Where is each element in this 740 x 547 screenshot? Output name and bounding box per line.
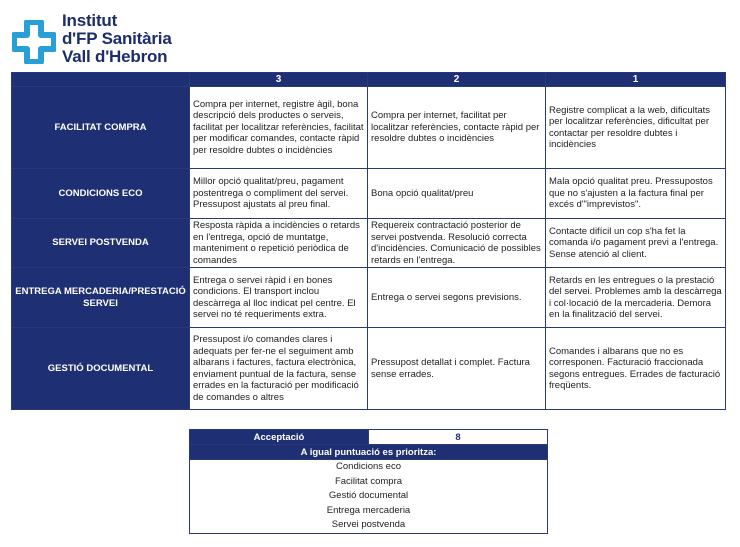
priority-title-row <box>190 445 548 460</box>
institute-name-line1: Institut <box>62 11 118 30</box>
list-item: Entrega mercaderia <box>326 504 411 516</box>
acceptance-label: Acceptació <box>190 430 369 445</box>
table-row <box>12 87 726 169</box>
header-score-3: 3 <box>190 73 368 87</box>
header-score-2: 2 <box>368 73 546 87</box>
list-item: Condicions eco <box>336 461 401 472</box>
score-1-cell: Mala opció qualitat preu. Pressupostos que no s'ajusten a la factura final per excés d'"imprevistos". <box>546 169 726 219</box>
score-2-cell: Pressupost detallat i complet. Factura sense errades. <box>368 328 546 410</box>
table-row <box>12 219 726 268</box>
score-3-cell: Pressupost i/o comandes clares i adequats per fer-ne el seguiment amb albarans i factures, factura electrònica, enviament puntual de la factura, sense errades en la facturació per modificació de comandes o altres <box>190 328 368 410</box>
priority-summary-table <box>189 429 548 534</box>
score-2-cell: Requereix contractació posterior de servei postvenda. Resolució correcta d'incidències. Comunicació de possibles retards en l'entrega. <box>368 219 546 268</box>
list-item: Gestió documental <box>328 490 409 502</box>
acceptance-row <box>190 430 548 445</box>
score-2-cell: Compra per internet, facilitat per localitzar referències, contacte ràpid per resoldre dubtes o incidències <box>368 87 546 169</box>
score-1-cell: Comandes i albarans que no es corresponen. Facturació fraccionada segons entregues. Errades de facturació freqüents. <box>546 328 726 410</box>
score-3-cell: Resposta ràpida a incidències o retards en l'entrega, opció de muntatge, manteniment o repetició periòdica de comandes <box>190 219 368 268</box>
criterion-cell: GESTIÓ DOCUMENTAL <box>12 328 190 410</box>
priority-list-row <box>190 460 548 534</box>
criterion-cell: SERVEI POSTVENDA <box>12 219 190 268</box>
table-row <box>12 268 726 328</box>
header-criterion <box>12 73 190 87</box>
score-3-cell: Millor opció qualitat/preu, pagament postentrega o compliment del servei. Pressupost ajustats al preu final. <box>190 169 368 219</box>
institute-name-line3: Vall d'Hebron <box>62 47 168 66</box>
list-item: Facilitat compra <box>334 475 403 487</box>
evaluation-table <box>11 72 726 410</box>
priority-title: A igual puntuació es prioritza: <box>190 445 548 460</box>
score-3-cell: Entrega o servei ràpid i en bones condicions. El transport inclou descàrrega al lloc indicat pel centre. El servei no té requeriments extra. <box>190 268 368 328</box>
criterion-cell: CONDICIONS ECO <box>12 169 190 219</box>
cross-logo-icon <box>12 20 56 64</box>
list-item: Servei postvenda <box>331 519 406 531</box>
score-1-cell: Registre complicat a la web, dificultats per localitzar referències, dificultat per contactar per resoldre dubtes i incidències <box>546 87 726 169</box>
score-2-cell: Bona opció qualitat/preu <box>368 169 546 219</box>
score-3-cell: Compra per internet, registre àgil, bona descripció dels productes o serveis, facilitat per localitzar referències, facilitat per modificar comandes, contacte ràpid per resoldre dubtes o incidències <box>190 87 368 169</box>
priority-list <box>190 460 548 534</box>
acceptance-value: 8 <box>369 430 548 445</box>
table-row <box>12 328 726 410</box>
header-score-1: 1 <box>546 73 726 87</box>
score-1-cell: Contacte difícil un cop s'ha fet la comanda i/o pagament previ a l'entrega. Sense atenció al client. <box>546 219 726 268</box>
table-header-row <box>12 73 726 87</box>
table-row <box>12 169 726 219</box>
criterion-cell: ENTREGA MERCADERIA/PRESTACIÓ SERVEI <box>12 268 190 328</box>
institute-name-line2: d'FP Sanitària <box>62 29 172 48</box>
score-1-cell: Retards en les entregues o la prestació del servei. Problemes amb la descàrrega i col·locació de la mercaderia. Demora en la finalització del servei. <box>546 268 726 328</box>
criterion-cell: FACILITAT COMPRA <box>12 87 190 169</box>
score-2-cell: Entrega o servei segons previsions. <box>368 268 546 328</box>
institute-logo <box>12 12 212 68</box>
institute-name <box>62 12 172 66</box>
